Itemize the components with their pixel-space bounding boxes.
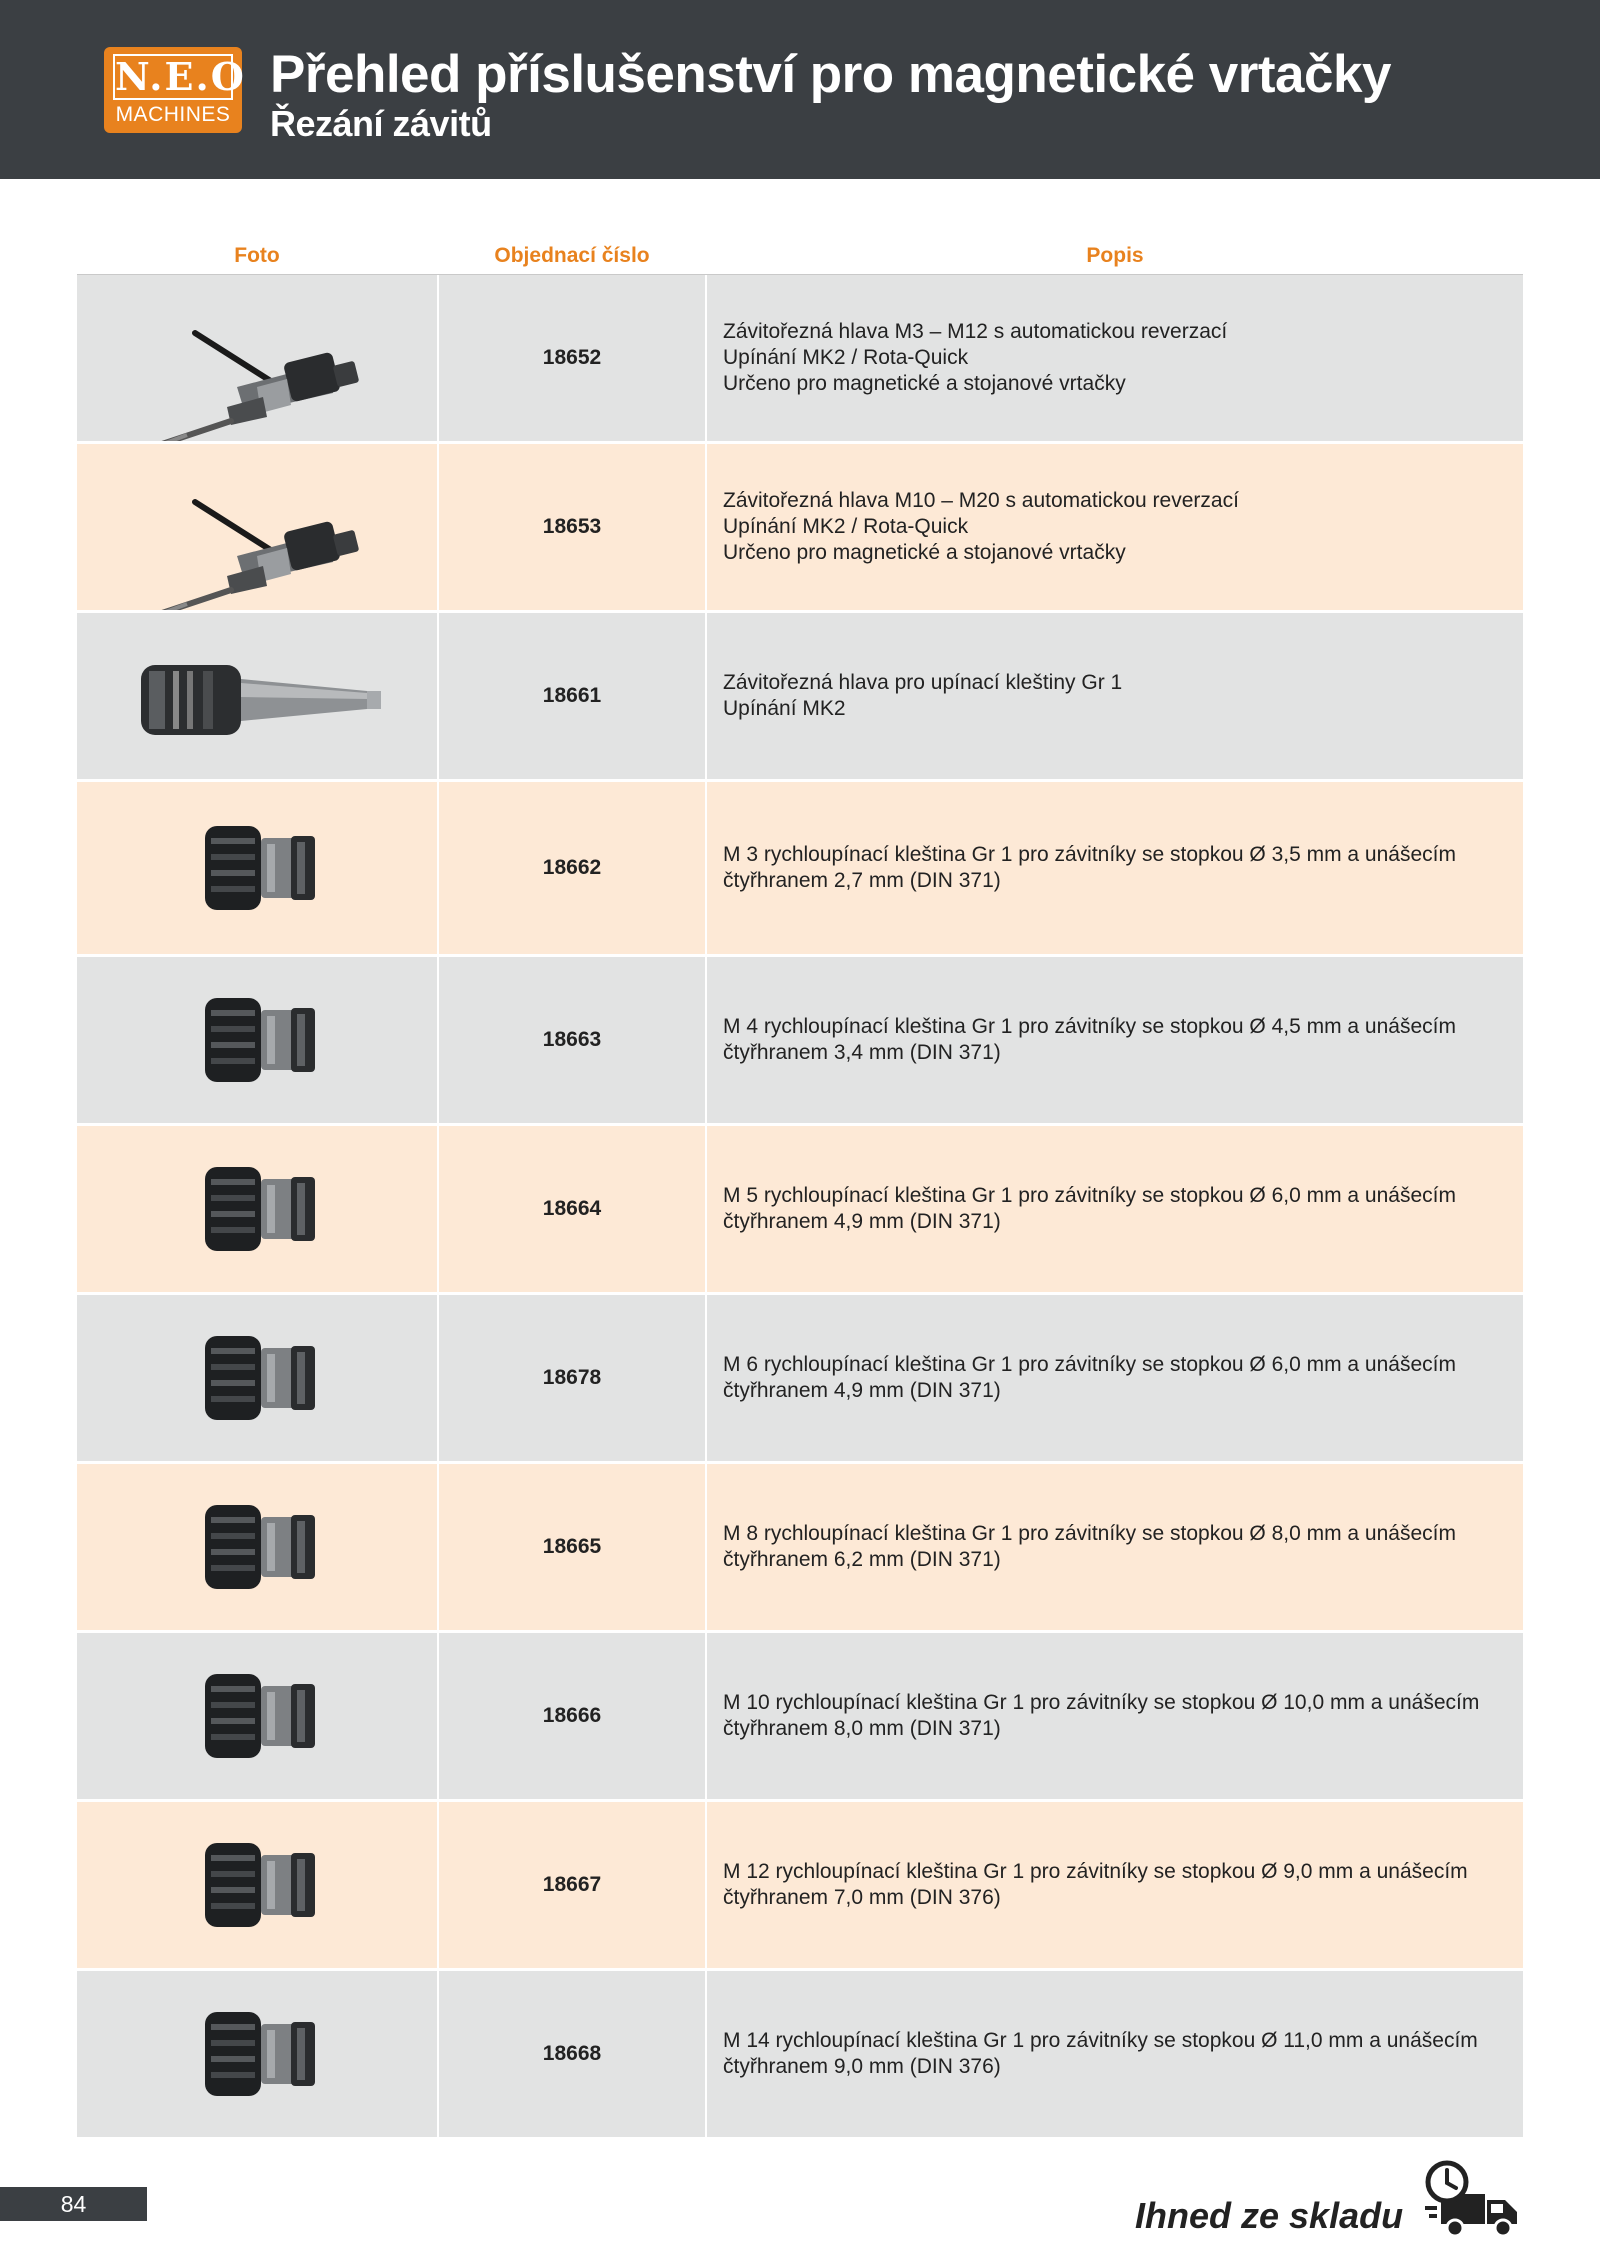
product-description: [707, 1633, 1523, 1799]
order-number: 18667: [439, 1802, 705, 1968]
description-line: M 14 rychloupínací kleština Gr 1 pro závitníky se stopkou Ø 11,0 mm a unášecím: [723, 2029, 1478, 2052]
tap-head-icon: [77, 444, 437, 610]
product-photo: [77, 1971, 437, 2137]
description-line: M 5 rychloupínací kleština Gr 1 pro závitníky se stopkou Ø 6,0 mm a unášecím: [723, 1184, 1456, 1207]
order-number: 18666: [439, 1633, 705, 1799]
product-photo: [77, 444, 437, 610]
product-description: [707, 1971, 1523, 2137]
product-description: [707, 1126, 1523, 1292]
description-line: čtyřhranem 3,4 mm (DIN 371): [723, 1041, 1001, 1064]
product-photo: [77, 782, 437, 954]
collet-icon: [77, 1633, 437, 1799]
table-header: [77, 240, 1523, 275]
description-line: čtyřhranem 9,0 mm (DIN 376): [723, 2055, 1001, 2078]
description-line: čtyřhranem 6,2 mm (DIN 371): [723, 1548, 1001, 1571]
description-line: Závitořezná hlava M10 – M20 s automatickou reverzací: [723, 489, 1239, 512]
description-line: M 6 rychloupínací kleština Gr 1 pro závitníky se stopkou Ø 6,0 mm a unášecím: [723, 1353, 1456, 1376]
product-description: [707, 613, 1523, 779]
collet-holder-icon: [77, 613, 437, 779]
description-line: čtyřhranem 4,9 mm (DIN 371): [723, 1210, 1001, 1233]
description-line: čtyřhranem 8,0 mm (DIN 371): [723, 1717, 1001, 1740]
table-row: [77, 444, 1523, 610]
description-line: Upínání MK2: [723, 697, 846, 720]
order-number: 18665: [439, 1464, 705, 1630]
collet-icon: [77, 1126, 437, 1292]
table-row: [77, 1464, 1523, 1630]
collet-icon: [77, 1971, 437, 2137]
product-description: [707, 957, 1523, 1123]
table-row: [77, 957, 1523, 1123]
product-description: [707, 275, 1523, 441]
table-row: [77, 1633, 1523, 1799]
product-description: [707, 444, 1523, 610]
column-header-description: Popis: [1086, 244, 1144, 267]
neo-machines-logo: [104, 47, 246, 133]
order-number: 18652: [439, 275, 705, 441]
order-number: 18678: [439, 1295, 705, 1461]
accessories-table: [77, 240, 1523, 2140]
table-row: [77, 1295, 1523, 1461]
description-line: čtyřhranem 4,9 mm (DIN 371): [723, 1379, 1001, 1402]
order-number: 18668: [439, 1971, 705, 2137]
product-photo: [77, 613, 437, 779]
description-line: M 8 rychloupínací kleština Gr 1 pro závitníky se stopkou Ø 8,0 mm a unášecím: [723, 1522, 1456, 1545]
logo-wordmark: N.E.O: [115, 54, 246, 99]
product-photo: [77, 1295, 437, 1461]
collet-icon: [77, 1295, 437, 1461]
product-photo: [77, 1802, 437, 1968]
product-description: [707, 782, 1523, 954]
order-number: 18653: [439, 444, 705, 610]
table-body: [77, 275, 1523, 2137]
product-description: [707, 1295, 1523, 1461]
table-row: [77, 782, 1523, 954]
description-line: Určeno pro magnetické a stojanové vrtačky: [723, 372, 1126, 395]
table-row: [77, 613, 1523, 779]
table-row: [77, 1802, 1523, 1968]
column-header-foto: Foto: [234, 244, 280, 267]
order-number: 18663: [439, 957, 705, 1123]
description-line: M 10 rychloupínací kleština Gr 1 pro závitníky se stopkou Ø 10,0 mm a unášecím: [723, 1691, 1480, 1714]
product-photo: [77, 1464, 437, 1630]
description-line: čtyřhranem 2,7 mm (DIN 371): [723, 869, 1001, 892]
page-title: Přehled příslušenství pro magnetické vrtačky: [270, 45, 1391, 104]
order-number: 18664: [439, 1126, 705, 1292]
collet-icon: [77, 1802, 437, 1968]
description-line: Závitořezná hlava pro upínací kleštiny Gr 1: [723, 671, 1123, 694]
description-line: M 12 rychloupínací kleština Gr 1 pro závitníky se stopkou Ø 9,0 mm a unášecím: [723, 1860, 1468, 1883]
collet-icon: [77, 1464, 437, 1630]
page-subtitle: Řezání závitů: [270, 103, 492, 144]
description-line: čtyřhranem 7,0 mm (DIN 376): [723, 1886, 1001, 1909]
page-header: [0, 0, 1600, 179]
product-photo: [77, 275, 437, 441]
description-line: Upínání MK2 / Rota-Quick: [723, 346, 969, 369]
product-photo: [77, 957, 437, 1123]
table-row: [77, 1971, 1523, 2137]
product-photo: [77, 1126, 437, 1292]
description-line: M 4 rychloupínací kleština Gr 1 pro závitníky se stopkou Ø 4,5 mm a unášecím: [723, 1015, 1456, 1038]
description-line: Závitořezná hlava M3 – M12 s automatickou reverzací: [723, 320, 1228, 343]
product-description: [707, 1464, 1523, 1630]
logo-tagline: MACHINES: [115, 103, 231, 126]
in-stock-label: Ihned ze skladu: [1135, 2195, 1404, 2236]
collet-icon: [77, 782, 437, 954]
column-header-order-number: Objednací číslo: [494, 244, 650, 267]
page-number: 84: [0, 2187, 147, 2221]
table-row: [77, 275, 1523, 441]
table-row: [77, 1126, 1523, 1292]
tap-head-icon: [77, 275, 437, 441]
description-line: Určeno pro magnetické a stojanové vrtačky: [723, 541, 1126, 564]
description-line: M 3 rychloupínací kleština Gr 1 pro závitníky se stopkou Ø 3,5 mm a unášecím: [723, 843, 1456, 866]
delivery-truck-clock-icon: [1425, 2160, 1525, 2240]
product-description: [707, 1802, 1523, 1968]
collet-icon: [77, 957, 437, 1123]
order-number: 18661: [439, 613, 705, 779]
description-line: Upínání MK2 / Rota-Quick: [723, 515, 969, 538]
product-photo: [77, 1633, 437, 1799]
order-number: 18662: [439, 782, 705, 954]
